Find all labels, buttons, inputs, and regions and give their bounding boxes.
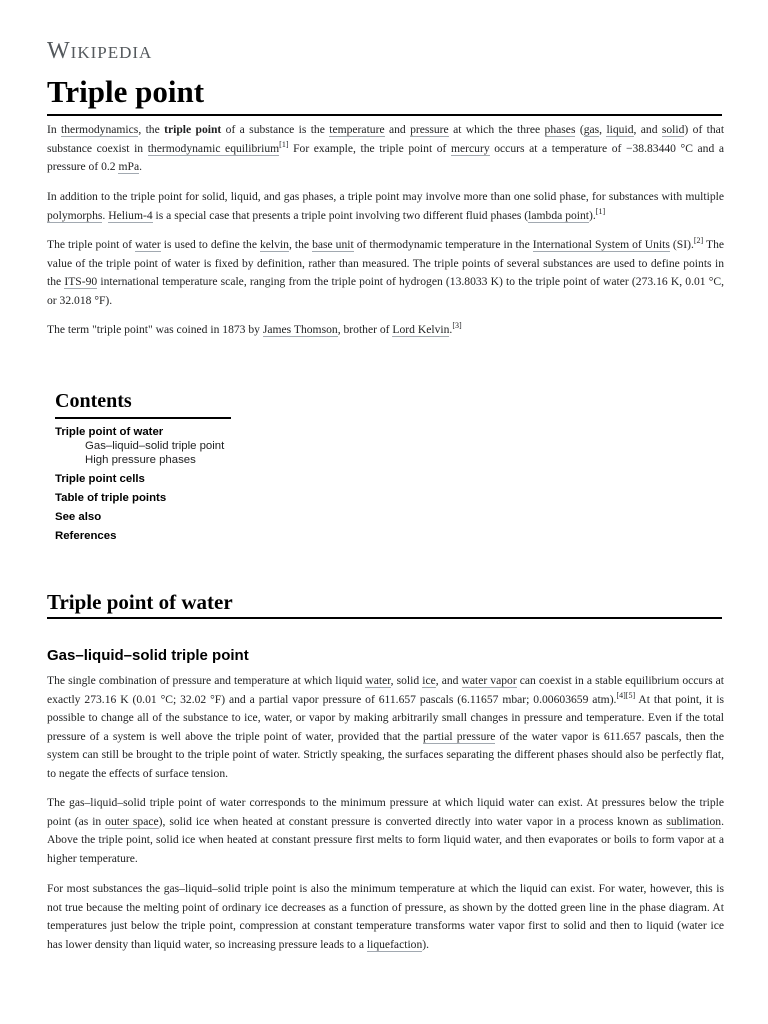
link-temperature[interactable]: temperature [329,123,385,136]
link-water[interactable]: water [135,238,161,251]
toc-item-high-pressure[interactable]: High pressure phases [85,454,196,466]
page-title: Triple point [47,74,722,116]
toc-item-references[interactable]: References [55,530,117,542]
link-partial-pressure[interactable]: partial pressure [423,729,496,743]
section-paragraph-1: The single combination of pressure and temperature at which liquid water, solid ice, and water vapor can coexist in a stable equilibrium occurs at exactly 273.16 K (0.01 °C; 32.02 °F) and a partial vapor pressure of 611.657 pascals (6.11657 mbar; 0.00603659 atm).[4][5] At that point, it is possible to change all of the substance to ice, water, or vapor by making arbitrarily small changes in pressure and temperature. Even if the total pressure of a system is well above the triple point of water, provided that the partial pressure of the water vapor is 611.657 pascals, then the system can still be brought to the triple point of water. Strictly speaking, the surfaces separating the different phases should also be perfectly flat, to negate the effects of surface tension. [47,674,724,780]
link-helium-4[interactable]: Helium-4 [108,208,153,222]
citation-2[interactable]: [2] [693,236,704,246]
link-its-90[interactable]: ITS-90 [64,275,98,289]
link-outer-space[interactable]: outer space [105,814,159,828]
intro-paragraph-2: In addition to the triple point for solid, liquid, and gas phases, a triple point may involve more than one solid phase, for substances with multiple polymorphs. Helium-4 is a special case that presents a triple point involving two different fluid phases (lambda point).[1] [47,190,724,222]
toc-item-gas-liquid-solid[interactable]: Gas–liquid–solid triple point [85,440,225,452]
link-solid[interactable]: solid [661,123,685,136]
link-water-vapor[interactable]: water vapor [461,674,517,687]
link-water-2[interactable]: water [365,674,391,687]
link-pressure[interactable]: pressure [410,123,449,136]
citation-3[interactable]: [3] [452,321,462,331]
table-of-contents [55,390,235,542]
link-polymorphs[interactable]: polymorphs [47,208,103,222]
citation-1[interactable]: [1] [279,139,289,149]
section-paragraph-3: For most substances the gas–liquid–solid triple point is also the minimum temperature at which the liquid can exist. For water, however, this is not true because the melting point of ordinary ice decreases as a function of pressure, as shown by the dotted green line in the phase diagram. At temperatures just below the triple point, compression at constant temperature transforms water vapor first to solid and then to liquid (water ice has lower density than liquid water, so increasing pressure leads to a liquefaction). [47,882,724,951]
citation-4-5[interactable]: [4][5] [616,690,636,700]
link-kelvin[interactable]: kelvin [259,238,289,251]
citation-1b[interactable]: [1] [595,206,606,216]
link-si[interactable]: International System of Units [532,238,670,251]
link-ice[interactable]: ice [422,674,436,687]
section-paragraph-2: The gas–liquid–solid triple point of water corresponds to the minimum pressure at which liquid water can exist. At pressures below the triple point (as in outer space), solid ice when heated at constant pressure is converted directly into water vapor in a process known as sublimation. Above the triple point, solid ice when heated at constant pressure first melts to form liquid water, and then evaporates or boils to form vapor at a higher temperature. [47,796,724,865]
intro-paragraph-3: The triple point of water is used to define the kelvin, the base unit of thermodynamic temperature in the International System of Units (SI).[2] The value of the triple point of water is fixed by definition, rather than measured. The triple points of several substances are used to define points in the ITS-90 international temperature scale, ranging from the triple point of hydrogen (13.8033 K) to the triple point of water (273.16 K, 0.01 °C, or 32.018 °F). [47,236,725,307]
toc-item-table-of-triple-points[interactable]: Table of triple points [55,492,167,504]
toc-item-triple-point-cells[interactable]: Triple point cells [55,473,145,485]
link-mpa[interactable]: mPa [118,160,140,174]
section-heading-triple-point-of-water: Triple point of water [47,590,722,619]
intro-paragraph-4: The term "triple point" was coined in 1873 by James Thomson, brother of Lord Kelvin.[3] [47,321,462,336]
link-phases[interactable]: phases [544,123,576,136]
link-thermodynamic-equilibrium[interactable]: thermodynamic equilibrium [147,141,280,155]
link-mercury[interactable]: mercury [451,141,490,155]
link-james-thomson[interactable]: James Thomson [262,323,338,336]
link-sublimation[interactable]: sublimation [666,814,722,828]
link-liquefaction[interactable]: liquefaction [366,937,423,951]
toc-item-triple-point-of-water[interactable]: Triple point of water [55,426,164,438]
wikipedia-wordmark[interactable]: Wikipedia [47,38,153,64]
intro-paragraph-1: In thermodynamics, the triple point of a substance is the temperature and pressure at which the three phases (gas, liquid, and solid) of that substance coexist in thermodynamic equilibrium[1] For example, the triple point of mercury occurs at a temperature of −38.83440 °C and a pressure of 0.2 mPa. [47,123,725,174]
link-gas[interactable]: gas [583,123,600,136]
link-thermodynamics[interactable]: thermodynamics [61,123,139,136]
link-lambda-point[interactable]: lambda point [528,208,590,222]
link-lord-kelvin[interactable]: Lord Kelvin [392,323,450,336]
term-bold: triple point [164,123,222,136]
toc-title: Contents [55,390,231,419]
link-base-unit[interactable]: base unit [312,238,354,251]
subsection-heading-gas-liquid-solid: Gas–liquid–solid triple point [47,647,249,664]
toc-item-see-also[interactable]: See also [55,511,102,523]
link-liquid[interactable]: liquid [606,123,634,136]
